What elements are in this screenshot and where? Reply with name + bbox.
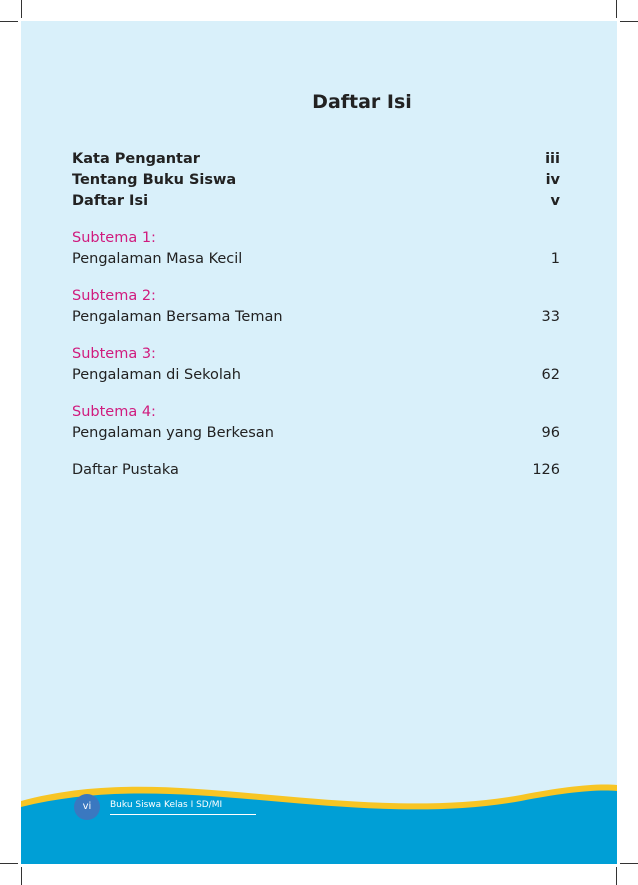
toc-entry[interactable] [72,365,560,386]
toc-entry-page: 126 [532,462,560,478]
toc-entry-page: v [550,193,560,209]
toc-entry-label: Pengalaman yang Berkesan [72,425,274,441]
crop-mark [616,867,617,885]
toc-entry-label: Tentang Buku Siswa [72,172,237,188]
crop-mark [616,0,617,18]
toc-entry[interactable] [72,249,560,270]
toc-entry-page: iv [545,172,560,188]
toc-entry-label: Pengalaman di Sekolah [72,367,241,383]
toc-entry[interactable] [72,149,560,170]
subtheme-heading: Subtema 4: [72,404,156,420]
toc-entry[interactable] [72,170,560,191]
crop-mark [21,0,22,18]
crop-mark [0,21,18,22]
toc-entry-label: Pengalaman Masa Kecil [72,251,243,267]
toc-entry-page: 33 [541,309,560,325]
page-title: Daftar Isi [312,91,412,113]
toc-entry[interactable] [72,423,560,444]
crop-mark [0,863,18,864]
crop-mark [620,863,638,864]
toc-entry[interactable] [72,460,560,481]
toc-entry-label: Daftar Isi [72,193,149,209]
table-of-contents [72,149,560,481]
toc-entry[interactable] [72,191,560,212]
subtheme-heading: Subtema 1: [72,230,156,246]
page [21,21,617,864]
toc-entry-label: Pengalaman Bersama Teman [72,309,283,325]
subtheme-heading: Subtema 2: [72,288,156,304]
page-number-badge: vi [74,794,100,820]
toc-entry-page: 62 [541,367,560,383]
toc-entry-page: 96 [541,425,560,441]
subtheme-heading: Subtema 3: [72,346,156,362]
toc-entry-page: iii [545,151,560,167]
footer-book-title: Buku Siswa Kelas I SD/MI [110,800,256,815]
toc-entry-label: Daftar Pustaka [72,462,179,478]
toc-entry[interactable] [72,307,560,328]
toc-entry-page: 1 [550,251,560,267]
crop-mark [620,21,638,22]
toc-entry-label: Kata Pengantar [72,151,200,167]
crop-mark [21,867,22,885]
